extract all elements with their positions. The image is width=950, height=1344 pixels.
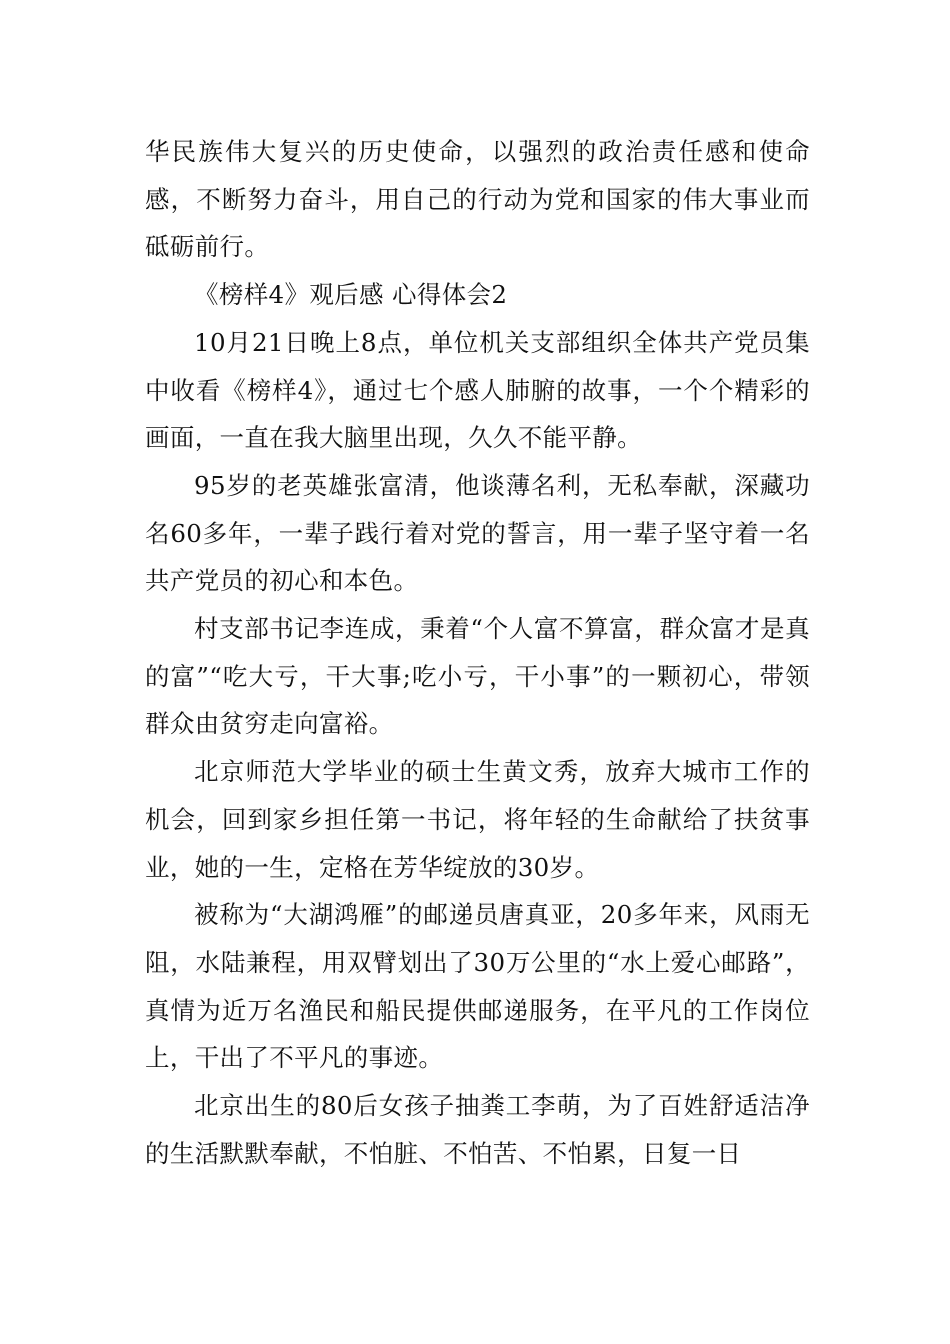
paragraph: 村支部书记李连成，秉着“个人富不算富，群众富才是真的富”“吃大亏，干大事;吃小亏，干小事”的一颗初心，带领群众由贫穷走向富裕。: [145, 614, 810, 739]
paragraph-continuation: 华民族伟大复兴的历史使命，以强烈的政治责任感和使命感，不断努力奋斗，用自己的行动为党和国家的伟大事业而砥砺前行。: [145, 137, 810, 262]
paragraph: 被称为“大湖鸿雁”的邮递员唐真亚，20多年来，风雨无阻，水陆兼程，用双臂划出了30万公里的“水上爱心邮路”，真情为近万名渔民和船民提供邮递服务，在平凡的工作岗位上，干出了不平凡的事迹。: [145, 900, 810, 1073]
paragraph: 95岁的老英雄张富清，他谈薄名利，无私奉献，深藏功名60多年，一辈子践行着对党的誓言，用一辈子坚守着一名共产党员的初心和本色。: [145, 470, 810, 596]
paragraph: 北京师范大学毕业的硕士生黄文秀，放弃大城市工作的机会，回到家乡担任第一书记，将年轻的生命献给了扶贫事业，她的一生，定格在芳华绽放的30岁。: [145, 757, 810, 882]
document-body: [145, 128, 810, 1177]
paragraph: 北京出生的80后女孩子抽粪工李萌，为了百姓舒适洁净的生活默默奉献，不怕脏、不怕苦、不怕累，日复一日: [145, 1091, 810, 1168]
paragraph: 10月21日晚上8点，单位机关支部组织全体共产党员集中收看《榜样4》，通过七个感人肺腑的故事，一个个精彩的画面，一直在我大脑里出现，久久不能平静。: [145, 327, 810, 453]
section-heading: 《榜样4》观后感 心得体会2: [194, 280, 508, 310]
